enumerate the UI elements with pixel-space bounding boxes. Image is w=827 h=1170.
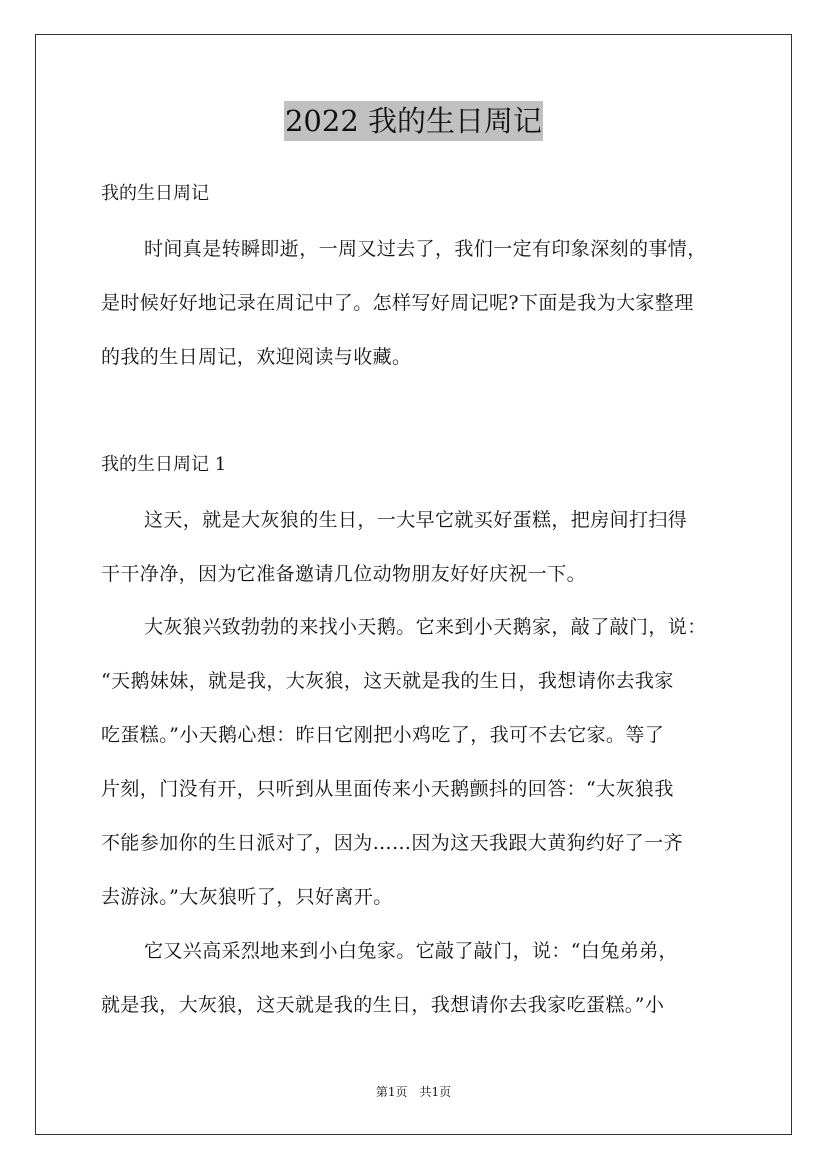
paragraph-line: 大灰狼兴致勃勃的来找小天鹅。它来到小天鹅家，敲了敲门，说： xyxy=(144,616,707,638)
intro-heading: 我的生日周记 xyxy=(101,183,209,204)
paragraph-line: 片刻，门没有开，只听到从里面传来小天鹅颤抖的回答：“大灰狼我 xyxy=(101,778,674,800)
title-container xyxy=(0,101,827,141)
section-heading: 我的生日周记 1 xyxy=(101,454,227,475)
intro-line: 的我的生日周记，欢迎阅读与收藏。 xyxy=(101,346,412,368)
page-number-footer: 第1页 共1页 xyxy=(375,1085,452,1099)
paragraph-line: 它又兴高采烈地来到小白兔家。它敲了敲门，说：“白兔弟弟， xyxy=(144,940,678,962)
intro-line: 是时候好好地记录在周记中了。怎样写好周记呢?下面是我为大家整理 xyxy=(101,292,694,314)
paragraph-line: 不能参加你的生日派对了，因为……因为这天我跟大黄狗约好了一齐 xyxy=(101,832,684,854)
paragraph-line: “天鹅妹妹，就是我，大灰狼，这天就是我的生日，我想请你去我家 xyxy=(101,670,674,692)
intro-line: 时间真是转瞬即逝，一周又过去了，我们一定有印象深刻的事情， xyxy=(144,238,707,260)
paragraph-line: 就是我，大灰狼，这天就是我的生日，我想请你去我家吃蛋糕。”小 xyxy=(101,994,665,1016)
paragraph-line: 干干净净，因为它准备邀请几位动物朋友好好庆祝一下。 xyxy=(101,563,587,585)
paragraph-line: 去游泳。”大灰狼听了，只好离开。 xyxy=(101,886,393,908)
document-title: 2022 我的生日周记 xyxy=(284,101,543,141)
paragraph-line: 这天，就是大灰狼的生日，一大早它就买好蛋糕，把房间打扫得 xyxy=(144,509,688,531)
paragraph-line: 吃蛋糕。”小天鹅心想：昨日它刚把小鸡吃了，我可不去它家。等了 xyxy=(101,724,665,746)
